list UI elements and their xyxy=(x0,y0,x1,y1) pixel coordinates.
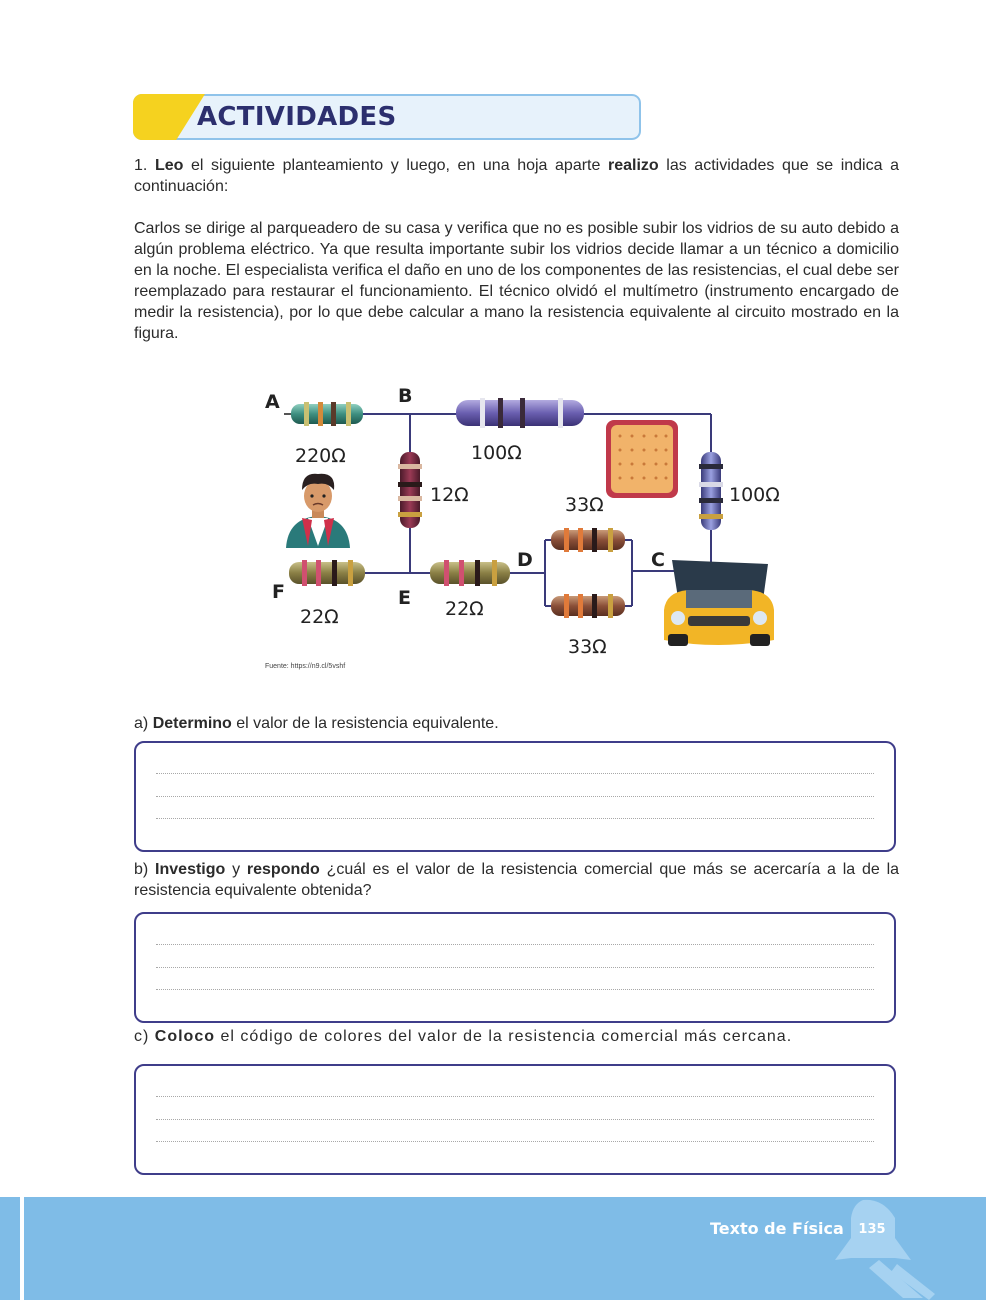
resistor-33-ohm-top xyxy=(551,528,625,552)
question-a: a) Determino el valor de la resistencia equivalente. xyxy=(134,715,499,732)
story-paragraph: Carlos se dirige al parqueadero de su casa y verifica que no es posible subir los vidrios de su auto debido a algún problema eléctrico. Ya que resulta importante subir los vidrios decide llamar a un técnico a domicilio en la noche. El especialista verifica el daño en uno de los componentes de las resistencias, el cual debe ser reemplazado para restaurar el funcionamiento. El técnico olvidó el multímetro (instrumento encargado de medir la resistencia), por lo que debe calcular a mano la resistencia equivalente al circuito mostrado en la figura. xyxy=(134,220,899,342)
intro-instruction: 1. Leo el siguiente planteamiento y luego, en una hoja aparte realizo las actividades que se indica a continuación: xyxy=(134,157,899,195)
answer-box-a[interactable] xyxy=(134,741,896,852)
label-220-ohm: 220Ω xyxy=(295,445,346,467)
answer-box-b[interactable] xyxy=(134,912,896,1023)
intro-verb-realizo: realizo xyxy=(607,157,659,174)
resistor-100-ohm-right xyxy=(699,452,723,530)
activities-banner xyxy=(133,94,641,140)
resistor-22-ohm-left xyxy=(289,560,365,586)
image-source: Fuente: https://n9.cl/5vshf xyxy=(265,663,346,670)
node-d-label: D xyxy=(517,549,533,571)
resistor-220-ohm xyxy=(284,402,363,426)
node-c-label: C xyxy=(651,549,665,571)
resistor-100-ohm-top xyxy=(456,398,584,428)
node-a-label: A xyxy=(265,391,280,413)
label-12-ohm: 12Ω xyxy=(430,484,469,506)
resistor-22-ohm-middle xyxy=(430,560,510,586)
label-100-ohm-top: 100Ω xyxy=(471,442,522,464)
question-c: c) Coloco el código de colores del valor de la resistencia comercial más cercana. xyxy=(134,1028,793,1045)
node-b-label: B xyxy=(398,385,413,407)
banner-accent xyxy=(133,94,205,140)
page-number: 135 xyxy=(858,1222,886,1237)
page-title: ACTIVIDADES xyxy=(197,102,397,132)
footer-divider xyxy=(20,1197,24,1300)
car-icon xyxy=(664,560,774,646)
node-e-label: E xyxy=(398,587,411,609)
label-22-ohm-left: 22Ω xyxy=(300,606,339,628)
resistor-12-ohm xyxy=(398,452,422,528)
circuit-diagram xyxy=(258,378,788,663)
intro-verb-leo: Leo xyxy=(154,157,184,174)
node-f-label: F xyxy=(272,581,285,603)
resistor-33-ohm-bottom xyxy=(551,594,625,618)
rocket-icon xyxy=(833,1198,943,1300)
person-icon xyxy=(286,474,350,548)
book-title: Texto de Física xyxy=(710,1219,844,1238)
label-22-ohm-middle: 22Ω xyxy=(445,598,484,620)
question-b: b) Investigo y respondo ¿cuál es el valor de la resistencia comercial que más se acercaría a la de la resistencia equivalente obtenida? xyxy=(134,861,900,899)
circuit-board-icon xyxy=(606,420,678,498)
label-33-ohm-top: 33Ω xyxy=(565,494,604,516)
label-100-ohm-right: 100Ω xyxy=(729,484,780,506)
label-33-ohm-bottom: 33Ω xyxy=(568,636,607,658)
answer-box-c[interactable] xyxy=(134,1064,896,1175)
